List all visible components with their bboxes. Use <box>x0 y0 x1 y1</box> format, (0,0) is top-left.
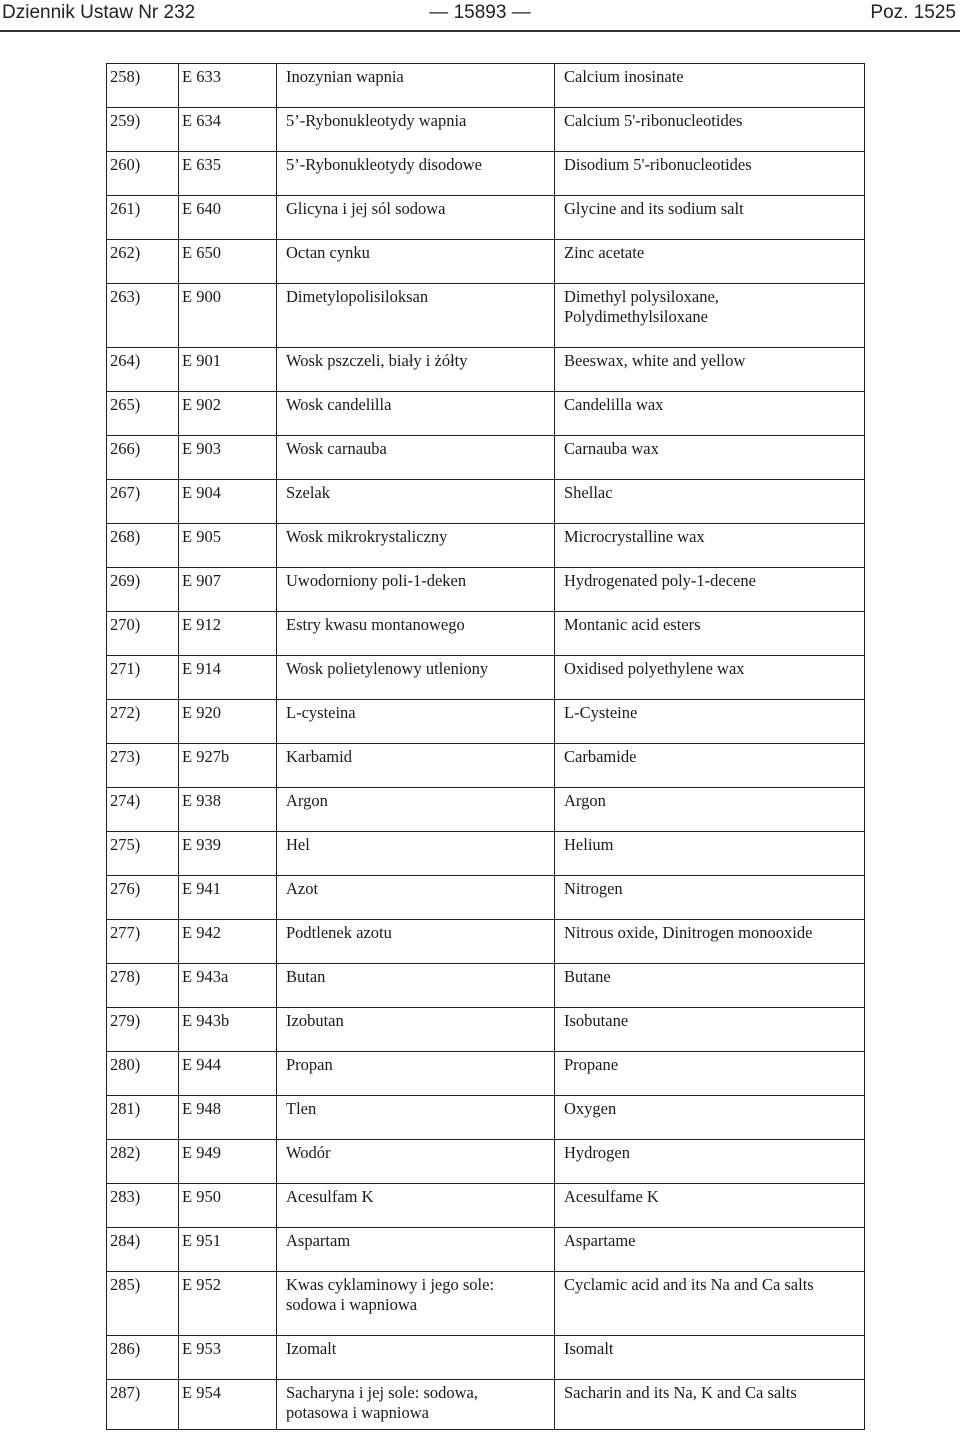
english-name: Shellac <box>554 480 864 523</box>
english-name: Sacharin and its Na, K and Ca salts <box>554 1380 864 1429</box>
e-code: E 941 <box>178 876 276 919</box>
english-name: Oxidised polyethylene wax <box>554 656 864 699</box>
polish-name: Propan <box>276 1052 554 1095</box>
polish-name: Kwas cyklaminowy i jego sole: sodowa i wapniowa <box>276 1272 554 1335</box>
polish-name: Izomalt <box>276 1336 554 1379</box>
table-row <box>107 1007 864 1051</box>
row-number: 285) <box>110 1275 141 1294</box>
e-code: E 640 <box>178 196 276 239</box>
table-row <box>107 435 864 479</box>
e-code: E 901 <box>178 348 276 391</box>
row-number: 278) <box>110 967 141 986</box>
table-row <box>107 195 864 239</box>
e-code: E 635 <box>178 152 276 195</box>
table-row <box>107 283 864 347</box>
table-row <box>107 1139 864 1183</box>
english-name: Nitrous oxide, Dinitrogen monooxide <box>554 920 864 963</box>
english-name: Microcrystalline wax <box>554 524 864 567</box>
polish-name: 5’-Rybonukleotydy wapnia <box>276 108 554 151</box>
polish-name: 5’-Rybonukleotydy disodowe <box>276 152 554 195</box>
table-row <box>107 107 864 151</box>
row-number: 272) <box>110 703 141 722</box>
table-row <box>107 875 864 919</box>
e-code: E 904 <box>178 480 276 523</box>
polish-name: Aspartam <box>276 1228 554 1271</box>
e-code: E 900 <box>178 284 276 347</box>
polish-name: Karbamid <box>276 744 554 787</box>
row-number: 273) <box>110 747 141 766</box>
row-number: 268) <box>110 527 141 546</box>
e-code: E 650 <box>178 240 276 283</box>
e-code: E 949 <box>178 1140 276 1183</box>
english-name: Argon <box>554 788 864 831</box>
polish-name: Butan <box>276 964 554 1007</box>
table-row <box>107 567 864 611</box>
table-row <box>107 1183 864 1227</box>
row-number: 274) <box>110 791 141 810</box>
page-number: — 15893 — <box>429 2 531 23</box>
english-name: Helium <box>554 832 864 875</box>
row-number: 265) <box>110 395 141 414</box>
polish-name: Octan cynku <box>276 240 554 283</box>
table-row <box>107 919 864 963</box>
table-row <box>107 611 864 655</box>
english-name: Propane <box>554 1052 864 1095</box>
english-name: Dimethyl polysiloxane, Polydimethylsiloxane <box>554 284 864 347</box>
table-row <box>107 63 864 107</box>
row-number: 286) <box>110 1339 141 1358</box>
position-number: Poz. 1525 <box>870 2 956 23</box>
row-number: 280) <box>110 1055 141 1074</box>
e-code: E 952 <box>178 1272 276 1335</box>
table-row <box>107 523 864 567</box>
row-number: 260) <box>110 155 141 174</box>
e-code: E 942 <box>178 920 276 963</box>
table-row <box>107 1051 864 1095</box>
e-code: E 905 <box>178 524 276 567</box>
e-code: E 903 <box>178 436 276 479</box>
english-name: Isomalt <box>554 1336 864 1379</box>
header-divider <box>0 30 960 32</box>
e-code: E 927b <box>178 744 276 787</box>
english-name: Zinc acetate <box>554 240 864 283</box>
e-code: E 939 <box>178 832 276 875</box>
english-name: Calcium inosinate <box>554 64 864 107</box>
row-number: 283) <box>110 1187 141 1206</box>
polish-name: Wosk mikrokrystaliczny <box>276 524 554 567</box>
e-code: E 943b <box>178 1008 276 1051</box>
row-number: 277) <box>110 923 141 942</box>
row-number: 284) <box>110 1231 141 1250</box>
polish-name: Estry kwasu montanowego <box>276 612 554 655</box>
page-header <box>0 0 960 28</box>
e-code: E 950 <box>178 1184 276 1227</box>
polish-name: Tlen <box>276 1096 554 1139</box>
e-code: E 944 <box>178 1052 276 1095</box>
e-code: E 948 <box>178 1096 276 1139</box>
e-code: E 902 <box>178 392 276 435</box>
e-code: E 938 <box>178 788 276 831</box>
polish-name: Argon <box>276 788 554 831</box>
e-code: E 907 <box>178 568 276 611</box>
table-row <box>107 1271 864 1335</box>
english-name: Nitrogen <box>554 876 864 919</box>
english-name: Acesulfame K <box>554 1184 864 1227</box>
table-row <box>107 1335 864 1379</box>
e-code: E 951 <box>178 1228 276 1271</box>
journal-title: Dziennik Ustaw Nr 232 <box>2 2 196 23</box>
english-name: Glycine and its sodium salt <box>554 196 864 239</box>
table-row <box>107 479 864 523</box>
e-code: E 633 <box>178 64 276 107</box>
row-number: 276) <box>110 879 141 898</box>
e-code: E 943a <box>178 964 276 1007</box>
table-row <box>107 347 864 391</box>
e-code: E 954 <box>178 1380 276 1429</box>
table-row <box>107 699 864 743</box>
e-code: E 953 <box>178 1336 276 1379</box>
english-name: Candelilla wax <box>554 392 864 435</box>
e-code: E 920 <box>178 700 276 743</box>
polish-name: Izobutan <box>276 1008 554 1051</box>
row-number: 271) <box>110 659 141 678</box>
polish-name: Uwodorniony poli-1-deken <box>276 568 554 611</box>
row-number: 264) <box>110 351 141 370</box>
row-number: 266) <box>110 439 141 458</box>
row-number: 269) <box>110 571 141 590</box>
row-number: 261) <box>110 199 141 218</box>
polish-name: Wosk carnauba <box>276 436 554 479</box>
polish-name: L-cysteina <box>276 700 554 743</box>
english-name: Hydrogenated poly-1-decene <box>554 568 864 611</box>
row-number: 287) <box>110 1383 141 1402</box>
row-number: 279) <box>110 1011 141 1030</box>
row-number: 275) <box>110 835 141 854</box>
english-name: L-Cysteine <box>554 700 864 743</box>
polish-name: Acesulfam K <box>276 1184 554 1227</box>
polish-name: Azot <box>276 876 554 919</box>
polish-name: Wodór <box>276 1140 554 1183</box>
table-row <box>107 831 864 875</box>
row-number: 267) <box>110 483 141 502</box>
english-name: Isobutane <box>554 1008 864 1051</box>
table-row <box>107 1095 864 1139</box>
polish-name: Wosk candelilla <box>276 392 554 435</box>
e-code: E 914 <box>178 656 276 699</box>
english-name: Calcium 5'-ribonucleotides <box>554 108 864 151</box>
polish-name: Wosk polietylenowy utleniony <box>276 656 554 699</box>
table-row <box>107 963 864 1007</box>
english-name: Disodium 5'-ribonucleotides <box>554 152 864 195</box>
polish-name: Wosk pszczeli, biały i żółty <box>276 348 554 391</box>
table-row <box>107 391 864 435</box>
row-number: 263) <box>110 287 141 306</box>
polish-name: Inozynian wapnia <box>276 64 554 107</box>
english-name: Cyclamic acid and its Na and Ca salts <box>554 1272 864 1335</box>
row-number: 259) <box>110 111 141 130</box>
polish-name: Podtlenek azotu <box>276 920 554 963</box>
row-number: 262) <box>110 243 141 262</box>
polish-name: Sacharyna i jej sole: sodowa, potasowa i wapniowa <box>276 1380 554 1429</box>
additives-table <box>106 63 865 1430</box>
polish-name: Dimetylopolisiloksan <box>276 284 554 347</box>
table-row <box>107 1379 864 1429</box>
english-name: Oxygen <box>554 1096 864 1139</box>
table-row <box>107 239 864 283</box>
e-code: E 634 <box>178 108 276 151</box>
table-row <box>107 151 864 195</box>
table-row <box>107 655 864 699</box>
table-row <box>107 1227 864 1271</box>
polish-name: Szelak <box>276 480 554 523</box>
row-number: 282) <box>110 1143 141 1162</box>
polish-name: Glicyna i jej sól sodowa <box>276 196 554 239</box>
english-name: Hydrogen <box>554 1140 864 1183</box>
table-row <box>107 787 864 831</box>
english-name: Carbamide <box>554 744 864 787</box>
e-code: E 912 <box>178 612 276 655</box>
english-name: Aspartame <box>554 1228 864 1271</box>
row-number: 281) <box>110 1099 141 1118</box>
english-name: Montanic acid esters <box>554 612 864 655</box>
english-name: Beeswax, white and yellow <box>554 348 864 391</box>
row-number: 270) <box>110 615 141 634</box>
table-row <box>107 743 864 787</box>
polish-name: Hel <box>276 832 554 875</box>
row-number: 258) <box>110 67 141 86</box>
english-name: Carnauba wax <box>554 436 864 479</box>
english-name: Butane <box>554 964 864 1007</box>
